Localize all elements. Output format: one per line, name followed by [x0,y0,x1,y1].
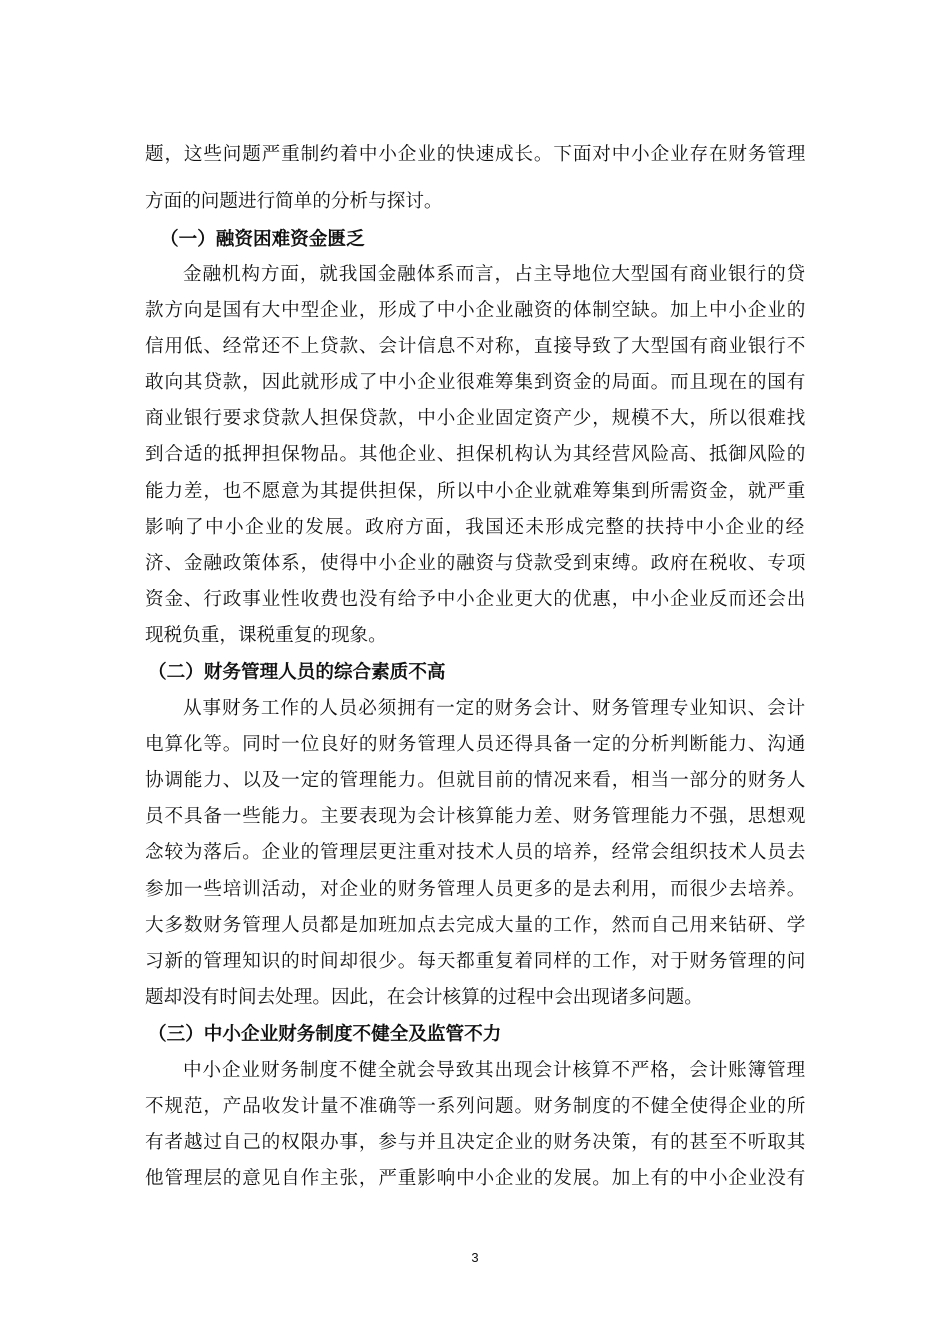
section-heading-1: （一）融资困难资金匮乏 [160,229,365,250]
body-line: 能力差，也不愿意为其提供担保，所以中小企业就难筹集到所需资金，就严重 [145,481,807,502]
body-line: 念较为落后。企业的管理层更注重对技术人员的培养，经常会组织技术人员去 [145,842,807,863]
body-line: 他管理层的意见自作主张，严重影响中小企业的发展。加上有的中小企业没有 [145,1168,807,1189]
body-line: 方面的问题进行简单的分析与探讨。 [145,191,443,212]
body-line: 济、金融政策体系，使得中小企业的融资与贷款受到束缚。政府在税收、专项 [145,553,807,574]
body-line: 大多数财务管理人员都是加班加点去完成大量的工作，然而自己用来钻研、学 [145,915,807,936]
body-line: 习新的管理知识的时间却很少。每天都重复着同样的工作，对于财务管理的问 [145,951,807,972]
body-line: 商业银行要求贷款人担保贷款，中小企业固定资产少，规模不大，所以很难找 [145,408,807,429]
body-line: 电算化等。同时一位良好的财务管理人员还得具备一定的分析判断能力、沟通 [145,734,807,755]
body-line: 题，这些问题严重制约着中小企业的快速成长。下面对中小企业存在财务管理 [145,144,807,165]
body-line: 资金、行政事业性收费也没有给予中小企业更大的优惠，中小企业反而还会出 [145,589,807,610]
body-line: 敢向其贷款，因此就形成了中小企业很难筹集到资金的局面。而且现在的国有 [145,372,807,393]
body-line: 信用低、经常还不上贷款、会计信息不对称，直接导致了大型国有商业银行不 [145,336,807,357]
body-line: 协调能力、以及一定的管理能力。但就目前的情况来看，相当一部分的财务人 [145,770,807,791]
section-heading-2: （二）财务管理人员的综合素质不高 [148,662,446,683]
body-line: 现税负重，课税重复的现象。 [145,625,387,646]
body-line: 员不具备一些能力。主要表现为会计核算能力差、财务管理能力不强，思想观 [145,806,807,827]
section-heading-3: （三）中小企业财务制度不健全及监管不力 [148,1024,502,1045]
body-line: 从事财务工作的人员必须拥有一定的财务会计、财务管理专业知识、会计 [183,698,807,719]
body-line: 有者越过自己的权限办事，参与并且决定企业的财务决策，有的甚至不听取其 [145,1132,807,1153]
body-line: 到合适的抵押担保物品。其他企业、担保机构认为其经营风险高、抵御风险的 [145,444,807,465]
body-line: 影响了中小企业的发展。政府方面，我国还未形成完整的扶持中小企业的经 [145,517,806,538]
body-line: 不规范，产品收发计量不准确等一系列问题。财务制度的不健全使得企业的所 [145,1096,807,1117]
body-line: 款方向是国有大中型企业，形成了中小企业融资的体制空缺。加上中小企业的 [145,300,807,321]
body-line: 参加一些培训活动，对企业的财务管理人员更多的是去利用，而很少去培养。 [145,879,807,900]
page-number: 3 [471,1250,479,1265]
body-line: 金融机构方面，就我国金融体系而言，占主导地位大型国有商业银行的贷 [183,264,807,285]
body-line: 题却没有时间去处理。因此，在会计核算的过程中会出现诸多问题。 [145,987,703,1008]
body-line: 中小企业财务制度不健全就会导致其出现会计核算不严格，会计账簿管理 [183,1060,807,1081]
